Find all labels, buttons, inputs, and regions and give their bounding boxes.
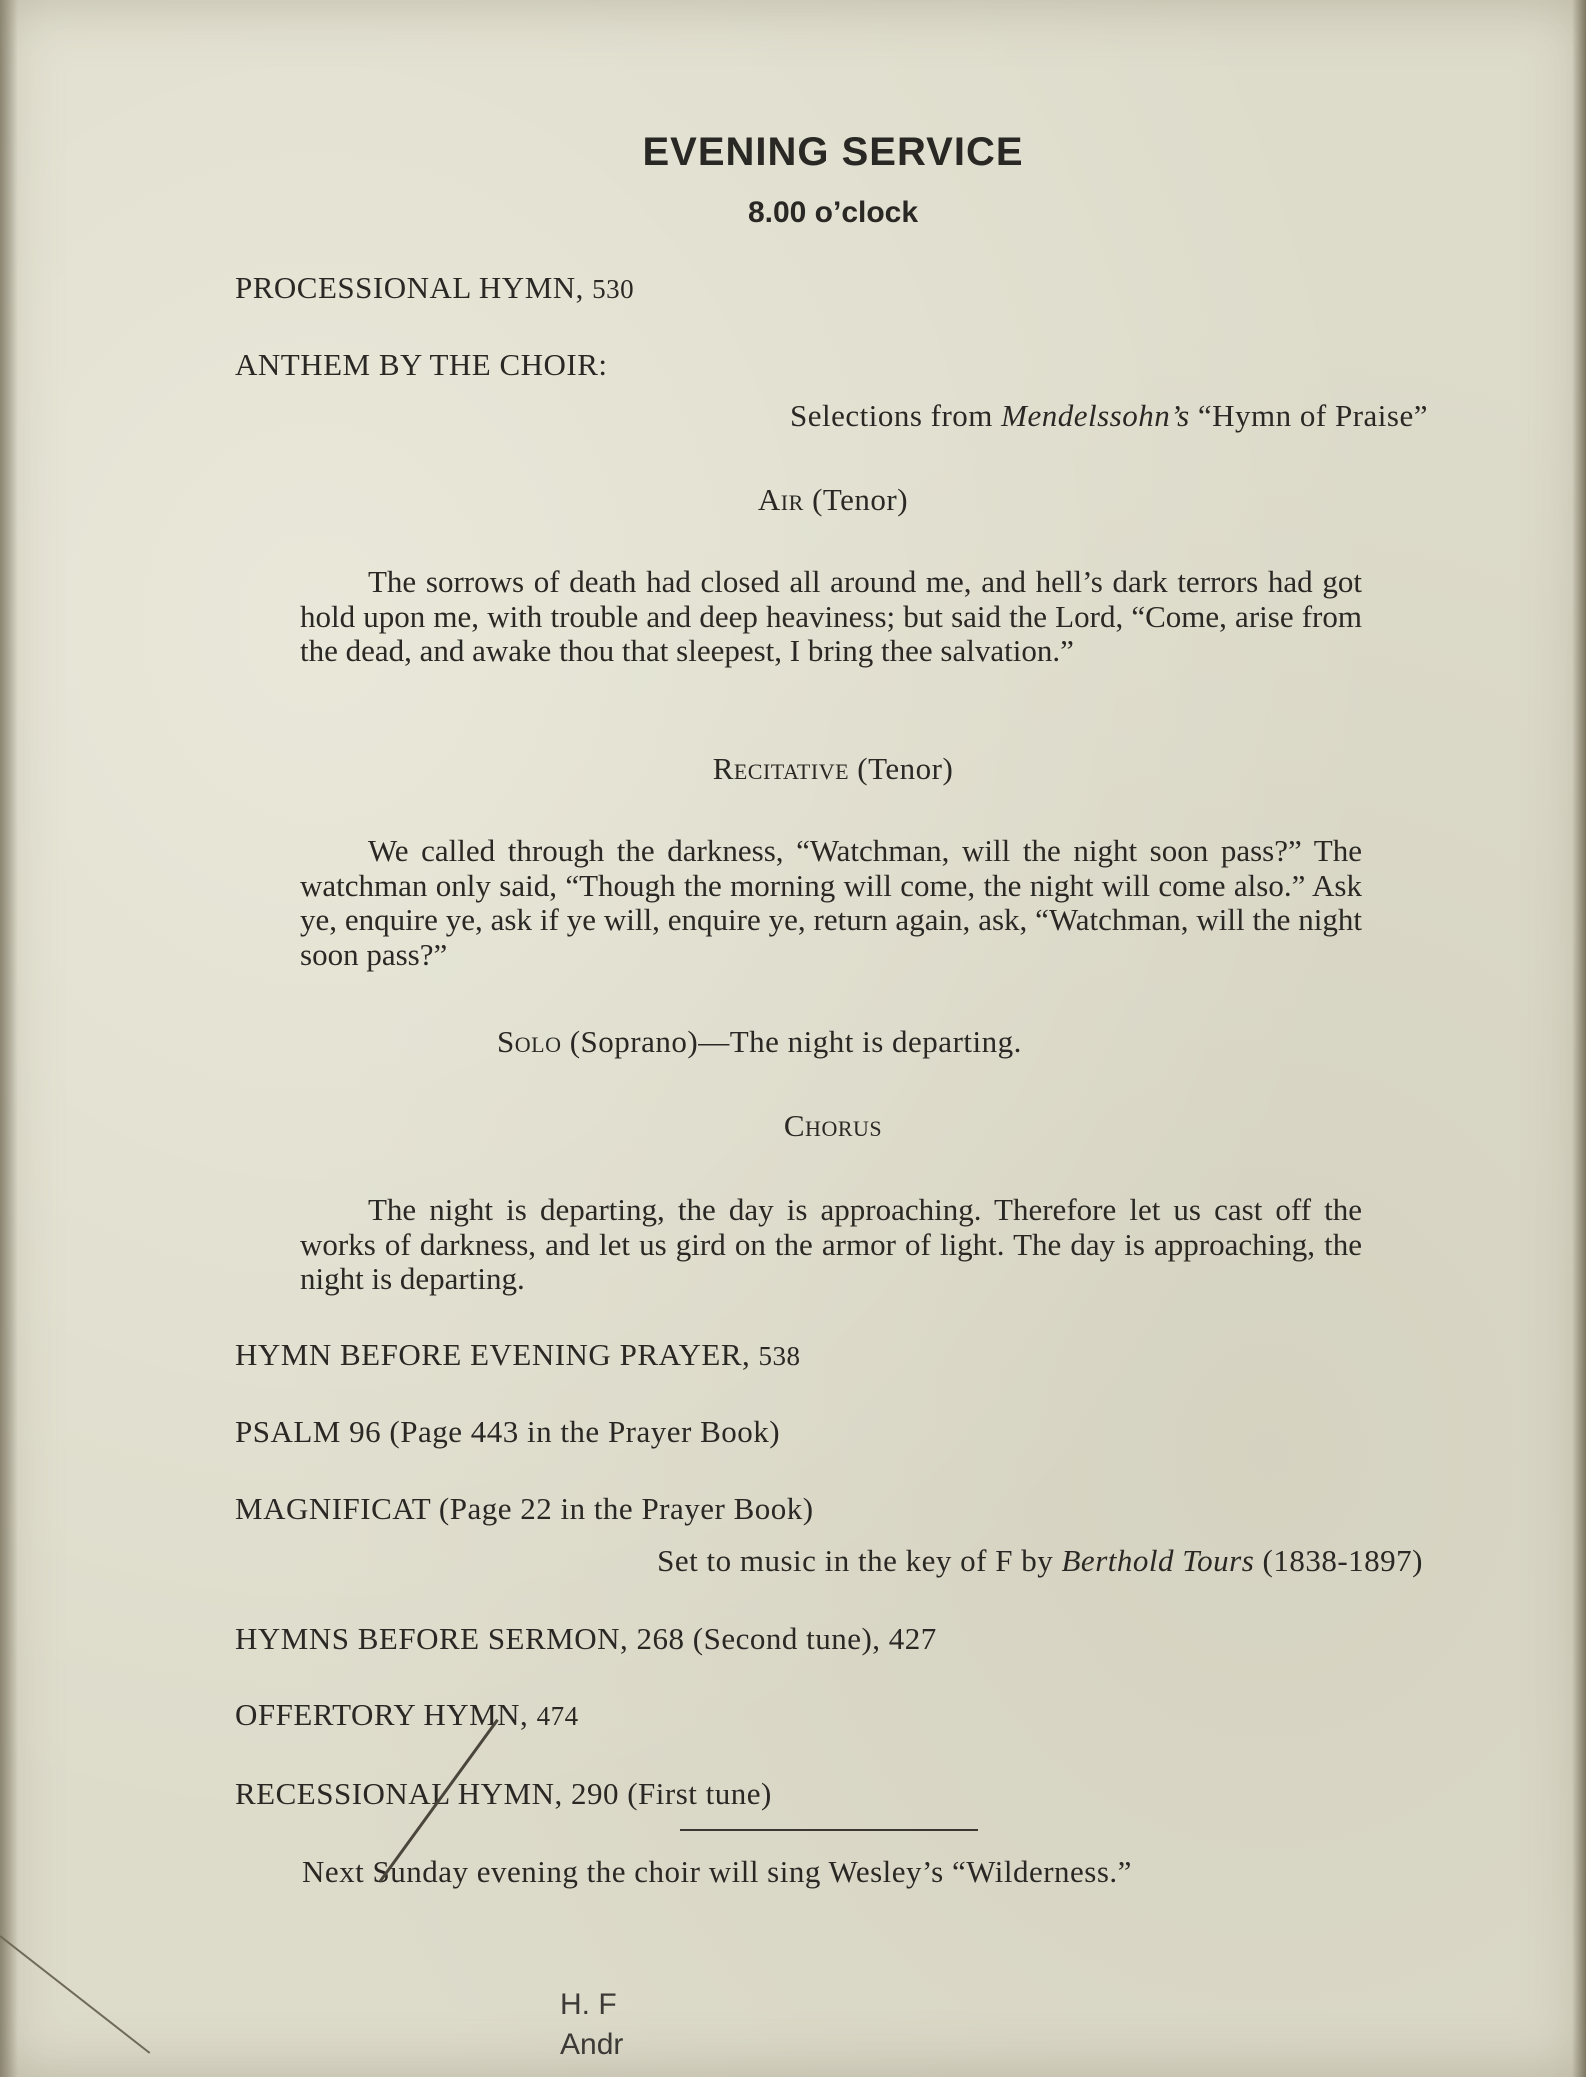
- psalm-label: PSALM 96: [235, 1414, 382, 1449]
- hymns-sermon-label: HYMNS BEFORE SERMON,: [235, 1621, 629, 1656]
- service-title: EVENING SERVICE: [642, 130, 1024, 174]
- recitative-voice: (Tenor): [857, 751, 954, 786]
- offertory-number: 474: [536, 1701, 579, 1731]
- recitative-heading-label: Recitative: [712, 751, 850, 786]
- magnificat-dates: (1838-1897): [1262, 1543, 1423, 1578]
- stamp-line-2: Andr: [560, 2028, 624, 2061]
- solo-line: [497, 1024, 1022, 1060]
- stamp-line-1: H. F: [560, 1988, 617, 2021]
- magnificat-composer: Berthold Tours: [1061, 1543, 1255, 1578]
- air-heading-label: Air: [757, 482, 804, 517]
- page-edge-left: [0, 0, 18, 2077]
- magnificat-setting: [657, 1543, 1423, 1579]
- offertory-label: OFFERTORY HYMN,: [235, 1697, 529, 1732]
- separator-rule: [680, 1829, 978, 1831]
- chorus-heading: Chorus: [783, 1108, 883, 1143]
- solo-voice: (Soprano): [569, 1024, 699, 1059]
- anthem-label: ANTHEM BY THE CHOIR:: [235, 347, 608, 382]
- processional-label: PROCESSIONAL HYMN,: [235, 270, 584, 305]
- hymn-prayer-number: 538: [758, 1341, 801, 1371]
- chorus-text: The night is departing, the day is approaching. Therefore let us cast off the works of darkness, and let us gird on the armor of light. The day is approaching, the night is departing.: [300, 1192, 1362, 1296]
- magnificat-line: [235, 1491, 814, 1527]
- processional-hymn: [235, 270, 634, 306]
- air-heading: [0, 482, 1586, 518]
- air-voice: (Tenor): [812, 482, 909, 517]
- psalm-line: [235, 1414, 780, 1450]
- air-text: The sorrows of death had closed all around me, and hell’s dark terrors had got hold upon me, with trouble and deep heaviness; but said the Lord, “Come, arise from the dead, and awake thou that sleepest, I bring thee salvation.”: [300, 564, 1362, 668]
- hymn-prayer-label: HYMN BEFORE EVENING PRAYER,: [235, 1337, 751, 1372]
- processional-number: 530: [592, 274, 635, 304]
- service-time: 8.00 o’clock: [747, 196, 919, 229]
- magnificat-setting-prefix: Set to music in the key of F by: [657, 1543, 1054, 1578]
- page-edge-right: [1572, 0, 1586, 2077]
- anthem-composer: Mendelssohn’s: [1001, 398, 1190, 433]
- hymns-before-sermon: [235, 1621, 937, 1657]
- offertory-hymn: [235, 1697, 579, 1733]
- recitative-heading: [0, 751, 1586, 787]
- psalm-detail: (Page 443 in the Prayer Book): [389, 1414, 781, 1449]
- recessional-label: RECESSIONAL HYMN,: [235, 1776, 563, 1811]
- hymn-before-prayer: [235, 1337, 801, 1373]
- next-sunday-notice: Next Sunday evening the choir will sing Wesley’s “Wilderness.”: [302, 1854, 1132, 1889]
- recitative-text: We called through the darkness, “Watchman, will the night soon pass?” The watchman only said, “Though the morning will come, the night will come also.” Ask ye, enquire ye, ask if ye will, enquire ye, return again, ask, “Watchman, will the night soon pass?”: [300, 833, 1362, 972]
- magnificat-label: MAGNIFICAT: [235, 1491, 431, 1526]
- recessional-hymn: [235, 1776, 772, 1812]
- anthem-selection-prefix: Selections from: [789, 398, 993, 433]
- hymns-sermon-detail: 268 (Second tune), 427: [636, 1621, 937, 1656]
- anthem-work: “Hymn of Praise”: [1197, 398, 1428, 433]
- solo-text: —The night is departing.: [698, 1024, 1022, 1059]
- recessional-detail: 290 (First tune): [570, 1776, 772, 1811]
- solo-label: Solo: [497, 1024, 562, 1059]
- paper-corner-crease: [0, 1935, 150, 2054]
- anthem-selection: [790, 398, 1428, 434]
- magnificat-detail: (Page 22 in the Prayer Book): [438, 1491, 814, 1526]
